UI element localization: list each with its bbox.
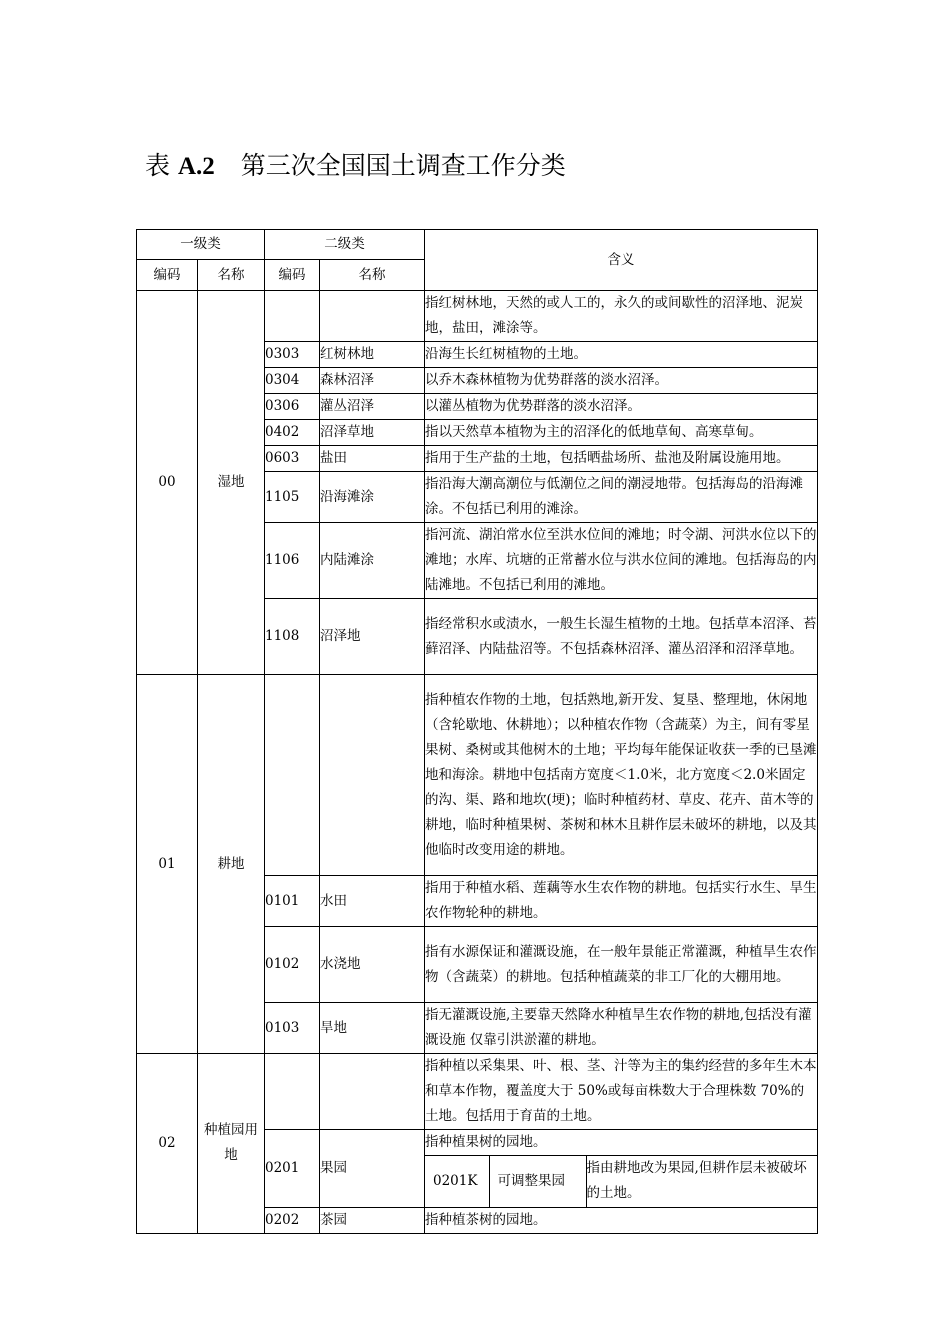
nested-table	[425, 1130, 818, 1207]
title-prefix: 表	[145, 151, 171, 180]
header-name1: 名称	[198, 260, 265, 291]
level2-name: 茶园	[320, 1207, 425, 1233]
level2-meaning: 沿海生长红树植物的土地。	[425, 342, 818, 368]
level2-name: 水浇地	[320, 927, 425, 1003]
level2-meaning: 以乔木森林植物为优势群落的淡水沼泽。	[425, 368, 818, 394]
table-title	[145, 146, 566, 187]
level2-meaning: 以灌丛植物为优势群落的淡水沼泽。	[425, 394, 818, 420]
title-number: A.2	[177, 153, 215, 180]
level2-name: 果园	[320, 1130, 425, 1208]
level3-name: 可调整果园	[489, 1156, 586, 1207]
table-row	[137, 1054, 818, 1130]
level2-code: 1108	[265, 599, 320, 675]
header-level1: 一级类	[137, 230, 265, 260]
level2-name: 旱地	[320, 1003, 425, 1054]
level2-code: 0202	[265, 1207, 320, 1233]
level1-code: 00	[137, 291, 198, 675]
level2-name: 红树林地	[320, 342, 425, 368]
level2-code: 0103	[265, 1003, 320, 1054]
title-text: 第三次全国国土调查工作分类	[240, 151, 566, 180]
level2-meaning: 指有水源保证和灌溉设施，在一般年景能正常灌溉，种植旱生农作物（含蔬菜）的耕地。包括种植蔬菜的非工厂化的大棚用地。	[425, 927, 818, 1003]
level2-code: 0603	[265, 446, 320, 472]
level2-code: 0303	[265, 342, 320, 368]
level1-name: 种植园用地	[198, 1054, 265, 1234]
header-meaning: 含义	[425, 230, 818, 291]
level2-code: 0102	[265, 927, 320, 1003]
level2-meaning: 指用于种植水稻、莲藕等水生农作物的耕地。包括实行水生、旱生农作物轮种的耕地。	[425, 876, 818, 927]
level2-name: 沼泽地	[320, 599, 425, 675]
level1-meaning: 指种植以采集果、叶、根、茎、汁等为主的集约经营的多年生木本和草本作物，覆盖度大于 50%或每亩株数大于合理株数 70%的土地。包括用于育苗的土地。	[425, 1054, 818, 1130]
level3-code: 0201K	[425, 1156, 489, 1207]
level2-code: 0402	[265, 420, 320, 446]
nested-cell	[425, 1130, 818, 1208]
level2-name: 水田	[320, 876, 425, 927]
level2-meaning: 指经常积水或渍水，一般生长湿生植物的土地。包括草本沼泽、苔藓沼泽、内陆盐沼等。不包括森林沼泽、灌丛沼泽和沼泽草地。	[425, 599, 818, 675]
level2-meaning: 指种植茶树的园地。	[425, 1207, 818, 1233]
level2-code: 0201	[265, 1130, 320, 1208]
level1-name: 湿地	[198, 291, 265, 675]
table-row	[137, 291, 818, 342]
level2-name: 盐田	[320, 446, 425, 472]
level2-code: 0306	[265, 394, 320, 420]
level2-meaning: 指用于生产盐的土地，包括晒盐场所、盐池及附属设施用地。	[425, 446, 818, 472]
level1-code: 01	[137, 675, 198, 1054]
classification-table	[136, 229, 818, 1234]
level1-meaning: 指种植农作物的土地，包括熟地,新开发、复垦、整理地，休闲地（含轮歇地、休耕地）；以种植农作物（含蔬菜）为主，间有零星果树、桑树或其他树木的土地；平均每年能保证收获一季的已垦滩地和海涂。耕地中包括南方宽度＜1.0米，北方宽度＜2.0米固定的沟、渠、路和地坎(埂)；临时种植药材、草皮、花卉、苗木等的耕地，临时种植果树、茶树和林木且耕作层未破坏的耕地，以及其他临时改变用途的耕地。	[425, 675, 818, 876]
level2-meaning: 指种植果树的园地。	[425, 1130, 818, 1156]
level2-code: 0101	[265, 876, 320, 927]
level3-meaning: 指由耕地改为果园,但耕作层未被破坏的土地。	[586, 1156, 818, 1207]
level2-meaning: 指以天然草本植物为主的沼泽化的低地草甸、高寒草甸。	[425, 420, 818, 446]
level2-name: 沼泽草地	[320, 420, 425, 446]
level1-name: 耕地	[198, 675, 265, 1054]
level2-name: 沿海滩涂	[320, 472, 425, 523]
level2-name: 灌丛沼泽	[320, 394, 425, 420]
level2-code: 1106	[265, 523, 320, 599]
level2-meaning: 指沿海大潮高潮位与低潮位之间的潮浸地带。包括海岛的沿海滩涂。不包括已利用的滩涂。	[425, 472, 818, 523]
header-code1: 编码	[137, 260, 198, 291]
header-name2: 名称	[320, 260, 425, 291]
table-row	[137, 675, 818, 876]
level2-meaning: 指河流、湖泊常水位至洪水位间的滩地；时令湖、河洪水位以下的滩地；水库、坑塘的正常蓄水位与洪水位间的滩地。包括海岛的内陆滩地。不包括已利用的滩地。	[425, 523, 818, 599]
level2-code: 0304	[265, 368, 320, 394]
header-level2: 二级类	[265, 230, 425, 260]
level2-name: 内陆滩涂	[320, 523, 425, 599]
level1-code: 02	[137, 1054, 198, 1234]
level2-meaning: 指无灌溉设施,主要靠天然降水种植旱生农作物的耕地,包括没有灌溉设施 仅靠引洪淤灌的耕地。	[425, 1003, 818, 1054]
level2-name: 森林沼泽	[320, 368, 425, 394]
level1-meaning: 指红树林地，天然的或人工的，永久的或间歇性的沼泽地、泥炭地，盐田，滩涂等。	[425, 291, 818, 342]
level2-code: 1105	[265, 472, 320, 523]
header-code2: 编码	[265, 260, 320, 291]
